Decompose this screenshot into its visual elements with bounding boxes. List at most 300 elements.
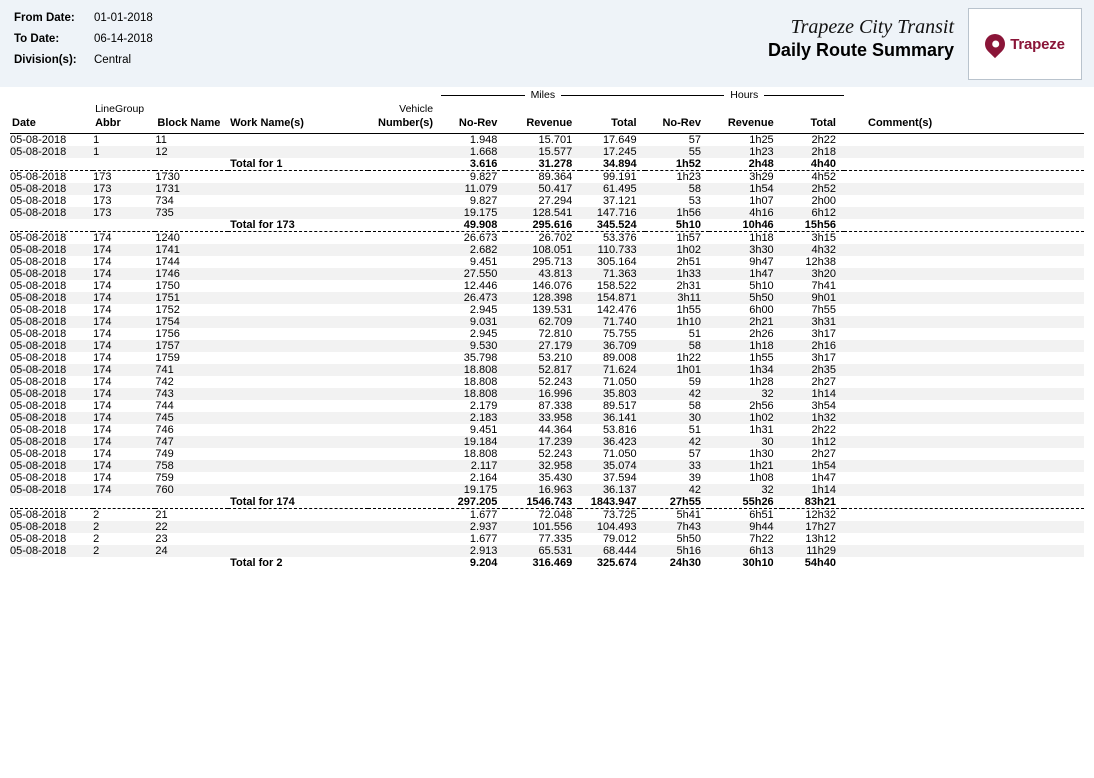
row-miles-no-rev: 2.164 bbox=[469, 471, 498, 484]
row-date: 05-08-2018 bbox=[10, 170, 67, 183]
row-hours-total: 2h35 bbox=[782, 364, 844, 376]
row-miles-total: 147.716 bbox=[580, 207, 644, 219]
row-miles-no-rev: 9.530 bbox=[441, 340, 505, 352]
row-block-name: 1731 bbox=[155, 183, 228, 195]
table-row[interactable] bbox=[10, 268, 1084, 280]
row-hours-total: 2h27 bbox=[811, 375, 836, 388]
row-linegroup-abbr: 174 bbox=[93, 423, 112, 436]
col-miles-total: Total bbox=[611, 117, 637, 129]
row-miles-no-rev: 2.937 bbox=[441, 521, 505, 533]
row-miles-no-rev: 19.175 bbox=[441, 207, 505, 219]
table-row[interactable] bbox=[10, 400, 1084, 412]
row-linegroup-abbr: 173 bbox=[93, 170, 112, 183]
row-date: 05-08-2018 bbox=[10, 279, 67, 292]
row-miles-total: 35.803 bbox=[580, 388, 644, 400]
row-miles-revenue: 26.702 bbox=[538, 231, 573, 244]
row-miles-total: 36.423 bbox=[580, 436, 644, 448]
table-row[interactable] bbox=[10, 256, 1084, 268]
row-date: 05-08-2018 bbox=[10, 364, 93, 376]
row-date: 05-08-2018 bbox=[10, 327, 67, 340]
row-miles-revenue: 108.051 bbox=[505, 244, 580, 256]
row-date: 05-08-2018 bbox=[10, 375, 67, 388]
row-hours-revenue: 1h02 bbox=[709, 412, 782, 424]
row-hours-revenue: 5h50 bbox=[709, 292, 782, 304]
row-miles-no-rev: 9.827 bbox=[469, 170, 498, 183]
row-block-name: 759 bbox=[155, 471, 174, 484]
row-hours-no-rev: 53 bbox=[688, 194, 701, 207]
row-hours-total: 3h20 bbox=[782, 268, 844, 280]
row-date: 05-08-2018 bbox=[10, 207, 93, 219]
row-miles-total: 110.733 bbox=[580, 244, 644, 256]
row-miles-no-rev: 9.827 bbox=[469, 194, 498, 207]
row-hours-no-rev: 2h31 bbox=[676, 279, 701, 292]
row-vehicle-numbers bbox=[368, 280, 441, 292]
group-total-label: Total for 2 bbox=[228, 557, 368, 569]
row-comments bbox=[844, 436, 1084, 448]
group-total-hours-revenue: 30h10 bbox=[709, 557, 782, 569]
group-total-spacer bbox=[10, 557, 228, 569]
row-miles-total: 71.050 bbox=[602, 375, 637, 388]
organization-name: Trapeze City Transit bbox=[790, 16, 954, 38]
row-vehicle-numbers bbox=[368, 376, 441, 388]
row-hours-revenue: 1h07 bbox=[749, 194, 774, 207]
row-hours-revenue: 5h10 bbox=[749, 279, 774, 292]
row-work-names bbox=[228, 244, 368, 256]
row-block-name: 734 bbox=[155, 194, 174, 207]
row-date: 05-08-2018 bbox=[10, 460, 93, 472]
row-work-names bbox=[228, 472, 368, 484]
row-miles-total: 99.191 bbox=[602, 170, 637, 183]
row-hours-total: 12h32 bbox=[805, 508, 836, 521]
table-row[interactable] bbox=[10, 340, 1084, 352]
row-block-name: 1746 bbox=[155, 268, 228, 280]
row-hours-revenue: 1h54 bbox=[709, 183, 782, 195]
row-date: 05-08-2018 bbox=[10, 183, 93, 195]
table-row[interactable] bbox=[10, 448, 1084, 460]
row-hours-total: 1h47 bbox=[811, 471, 836, 484]
row-linegroup-abbr: 174 bbox=[93, 292, 155, 304]
row-work-names bbox=[228, 207, 368, 219]
table-row[interactable] bbox=[10, 412, 1084, 424]
row-work-names bbox=[228, 292, 368, 304]
row-block-name: 735 bbox=[155, 207, 228, 219]
col-block-name: Block Name bbox=[157, 117, 221, 129]
row-miles-total: 305.164 bbox=[596, 255, 637, 268]
group-total-row bbox=[10, 496, 1084, 509]
division-value: Central bbox=[94, 54, 132, 66]
row-hours-total: 13h12 bbox=[805, 532, 836, 545]
row-date: 05-08-2018 bbox=[10, 351, 67, 364]
row-miles-total: 73.725 bbox=[602, 508, 637, 521]
row-hours-revenue: 6h00 bbox=[749, 303, 774, 316]
group-total-miles-no-rev: 49.908 bbox=[441, 219, 505, 232]
row-hours-no-rev: 58 bbox=[645, 183, 709, 195]
row-linegroup-abbr: 174 bbox=[93, 268, 155, 280]
row-vehicle-numbers bbox=[368, 292, 441, 304]
row-hours-revenue: 1h08 bbox=[749, 471, 774, 484]
group-total-miles-total: 325.674 bbox=[580, 557, 644, 569]
col-miles-revenue: Revenue bbox=[526, 117, 573, 129]
row-hours-no-rev: 30 bbox=[645, 412, 709, 424]
row-linegroup-abbr: 174 bbox=[93, 484, 155, 496]
row-vehicle-numbers bbox=[368, 244, 441, 256]
row-hours-no-rev: 51 bbox=[688, 327, 701, 340]
group-total-row bbox=[10, 158, 1084, 171]
row-hours-no-rev: 5h50 bbox=[676, 532, 701, 545]
row-date: 05-08-2018 bbox=[10, 292, 93, 304]
group-total-spacer bbox=[10, 158, 228, 171]
row-hours-revenue: 1h31 bbox=[749, 423, 774, 436]
row-comments bbox=[844, 195, 1084, 207]
table-row[interactable] bbox=[10, 316, 1084, 328]
row-vehicle-numbers bbox=[368, 304, 441, 316]
group-total-label: Total for 174 bbox=[228, 496, 368, 509]
row-miles-revenue: 35.430 bbox=[538, 471, 573, 484]
row-block-name: 1752 bbox=[155, 303, 180, 316]
row-work-names bbox=[228, 436, 368, 448]
table-row[interactable] bbox=[10, 304, 1084, 316]
row-date: 05-08-2018 bbox=[10, 521, 93, 533]
group-total-miles-no-rev: 3.616 bbox=[441, 158, 505, 171]
row-miles-revenue: 128.541 bbox=[505, 207, 580, 219]
hours-group-header bbox=[645, 88, 844, 102]
row-miles-revenue: 15.577 bbox=[505, 146, 580, 158]
group-total-comments bbox=[844, 496, 1084, 509]
group-total-miles-revenue: 31.278 bbox=[505, 158, 580, 171]
row-vehicle-numbers bbox=[368, 460, 441, 472]
row-vehicle-numbers bbox=[368, 171, 441, 183]
row-hours-no-rev: 1h23 bbox=[676, 170, 701, 183]
col-miles-no-rev: No-Rev bbox=[458, 117, 498, 129]
row-miles-no-rev: 9.451 bbox=[469, 423, 498, 436]
row-block-name: 743 bbox=[155, 388, 228, 400]
row-comments bbox=[844, 328, 1084, 340]
row-comments bbox=[844, 340, 1084, 352]
group-total-hours-revenue: 55h26 bbox=[709, 496, 782, 509]
row-miles-no-rev: 2.945 bbox=[469, 303, 498, 316]
row-comments bbox=[844, 280, 1084, 292]
row-miles-total: 142.476 bbox=[596, 303, 637, 316]
table-row[interactable] bbox=[10, 376, 1084, 388]
row-hours-revenue: 1h28 bbox=[749, 375, 774, 388]
row-date: 05-08-2018 bbox=[10, 268, 93, 280]
row-miles-revenue: 52.243 bbox=[538, 447, 573, 460]
row-vehicle-numbers bbox=[368, 388, 441, 400]
table-row[interactable] bbox=[10, 207, 1084, 219]
col-vehicle-numbers: Number(s) bbox=[378, 117, 434, 129]
row-work-names bbox=[228, 400, 368, 412]
row-miles-total: 158.522 bbox=[596, 279, 637, 292]
row-vehicle-numbers bbox=[368, 545, 441, 557]
row-hours-no-rev: 58 bbox=[688, 399, 701, 412]
row-linegroup-abbr: 174 bbox=[93, 327, 112, 340]
row-comments bbox=[844, 133, 1084, 146]
row-linegroup-abbr: 2 bbox=[93, 508, 100, 521]
row-date: 05-08-2018 bbox=[10, 316, 93, 328]
row-hours-total: 2h52 bbox=[782, 183, 844, 195]
row-miles-no-rev: 2.179 bbox=[469, 399, 498, 412]
row-vehicle-numbers bbox=[368, 340, 441, 352]
row-work-names bbox=[228, 412, 368, 424]
group-total-spacer bbox=[10, 496, 228, 509]
row-miles-total: 154.871 bbox=[580, 292, 644, 304]
row-miles-no-rev: 18.808 bbox=[441, 364, 505, 376]
row-miles-revenue: 65.531 bbox=[505, 545, 580, 557]
row-miles-revenue: 50.417 bbox=[505, 183, 580, 195]
row-miles-revenue: 16.963 bbox=[505, 484, 580, 496]
row-miles-no-rev: 18.808 bbox=[463, 375, 498, 388]
group-total-miles-total: 1843.947 bbox=[580, 496, 644, 509]
division-label: Division(s): bbox=[14, 54, 77, 66]
row-miles-total: 89.008 bbox=[602, 351, 637, 364]
row-vehicle-numbers bbox=[368, 146, 441, 158]
row-linegroup-abbr: 174 bbox=[93, 340, 155, 352]
row-vehicle-numbers bbox=[368, 533, 441, 545]
row-vehicle-numbers bbox=[368, 328, 441, 340]
row-miles-total: 71.050 bbox=[602, 447, 637, 460]
row-miles-total: 104.493 bbox=[580, 521, 644, 533]
row-comments bbox=[844, 484, 1084, 496]
row-hours-revenue: 1h21 bbox=[709, 460, 782, 472]
row-work-names bbox=[228, 533, 368, 545]
row-vehicle-numbers bbox=[368, 183, 441, 195]
row-miles-no-rev: 18.808 bbox=[463, 447, 498, 460]
row-work-names bbox=[228, 352, 368, 364]
row-hours-revenue: 9h47 bbox=[749, 255, 774, 268]
col-hours-no-rev: No-Rev bbox=[662, 117, 701, 129]
col-abbr: Abbr bbox=[95, 117, 121, 129]
row-miles-revenue: 27.294 bbox=[538, 194, 573, 207]
row-miles-total: 53.816 bbox=[602, 423, 637, 436]
row-comments bbox=[844, 412, 1084, 424]
row-comments bbox=[844, 424, 1084, 436]
row-hours-total: 2h22 bbox=[811, 423, 836, 436]
row-block-name: 21 bbox=[155, 508, 168, 521]
row-hours-no-rev: 5h16 bbox=[645, 545, 709, 557]
table-row[interactable] bbox=[10, 436, 1084, 448]
report-body bbox=[0, 88, 1094, 569]
row-comments bbox=[844, 460, 1084, 472]
row-hours-total: 7h41 bbox=[811, 279, 836, 292]
group-total-vehicle bbox=[368, 219, 441, 232]
table-row[interactable] bbox=[10, 146, 1084, 158]
row-hours-total: 11h29 bbox=[782, 545, 844, 557]
row-linegroup-abbr: 1 bbox=[93, 146, 155, 158]
row-hours-no-rev: 42 bbox=[645, 436, 709, 448]
brand-logo bbox=[968, 8, 1082, 80]
row-miles-revenue: 77.335 bbox=[538, 532, 573, 545]
table-row[interactable] bbox=[10, 472, 1084, 484]
row-hours-revenue: 9h44 bbox=[709, 521, 782, 533]
row-hours-revenue: 3h30 bbox=[709, 244, 782, 256]
table-row[interactable] bbox=[10, 533, 1084, 545]
row-work-names bbox=[228, 256, 368, 268]
row-comments bbox=[844, 183, 1084, 195]
row-date: 05-08-2018 bbox=[10, 146, 93, 158]
row-block-name: 1756 bbox=[155, 327, 180, 340]
group-total-hours-total: 54h40 bbox=[782, 557, 844, 569]
row-hours-revenue: 1h23 bbox=[709, 146, 782, 158]
table-row[interactable] bbox=[10, 545, 1084, 557]
row-work-names bbox=[228, 448, 368, 460]
row-block-name: 1730 bbox=[155, 170, 180, 183]
group-total-spacer bbox=[10, 219, 228, 232]
table-row[interactable] bbox=[10, 195, 1084, 207]
row-hours-revenue: 2h26 bbox=[749, 327, 774, 340]
row-date: 05-08-2018 bbox=[10, 244, 93, 256]
row-linegroup-abbr: 174 bbox=[93, 388, 155, 400]
row-work-names bbox=[228, 183, 368, 195]
row-miles-no-rev: 12.446 bbox=[463, 279, 498, 292]
group-total-miles-total: 345.524 bbox=[580, 219, 644, 232]
table-row[interactable] bbox=[10, 460, 1084, 472]
row-hours-no-rev: 57 bbox=[688, 133, 701, 146]
row-date: 05-08-2018 bbox=[10, 447, 67, 460]
row-linegroup-abbr: 174 bbox=[93, 255, 112, 268]
table-row[interactable] bbox=[10, 183, 1084, 195]
row-miles-revenue: 72.810 bbox=[538, 327, 573, 340]
row-linegroup-abbr: 2 bbox=[93, 545, 155, 557]
row-hours-no-rev: 57 bbox=[688, 447, 701, 460]
row-miles-total: 89.517 bbox=[602, 399, 637, 412]
row-hours-revenue: 4h16 bbox=[709, 207, 782, 219]
row-miles-revenue: 16.996 bbox=[505, 388, 580, 400]
row-vehicle-numbers bbox=[368, 424, 441, 436]
row-miles-no-rev: 2.682 bbox=[441, 244, 505, 256]
row-miles-no-rev: 1.948 bbox=[469, 133, 498, 146]
row-hours-revenue: 1h34 bbox=[709, 364, 782, 376]
row-vehicle-numbers bbox=[368, 133, 441, 146]
row-block-name: 746 bbox=[155, 423, 174, 436]
row-linegroup-abbr: 174 bbox=[93, 399, 112, 412]
table-row[interactable] bbox=[10, 364, 1084, 376]
row-date: 05-08-2018 bbox=[10, 508, 67, 521]
table-row[interactable] bbox=[10, 280, 1084, 292]
row-miles-revenue: 72.048 bbox=[538, 508, 573, 521]
row-miles-total: 17.245 bbox=[580, 146, 644, 158]
table-row[interactable] bbox=[10, 484, 1084, 496]
row-miles-no-rev: 9.451 bbox=[469, 255, 498, 268]
row-vehicle-numbers bbox=[368, 400, 441, 412]
row-work-names bbox=[228, 484, 368, 496]
row-work-names bbox=[228, 376, 368, 388]
row-miles-total: 71.363 bbox=[580, 268, 644, 280]
row-hours-total: 4h52 bbox=[811, 170, 836, 183]
row-comments bbox=[844, 244, 1084, 256]
row-comments bbox=[844, 352, 1084, 364]
table-row[interactable] bbox=[10, 388, 1084, 400]
row-hours-total: 17h27 bbox=[782, 521, 844, 533]
row-linegroup-abbr: 2 bbox=[93, 532, 100, 545]
table-row[interactable] bbox=[10, 328, 1084, 340]
row-comments bbox=[844, 521, 1084, 533]
row-vehicle-numbers bbox=[368, 207, 441, 219]
row-comments bbox=[844, 207, 1084, 219]
row-comments bbox=[844, 292, 1084, 304]
row-miles-revenue: 15.701 bbox=[538, 133, 573, 146]
row-comments bbox=[844, 268, 1084, 280]
group-total-hours-no-rev: 27h55 bbox=[645, 496, 709, 509]
row-hours-total: 2h22 bbox=[811, 133, 836, 146]
row-hours-revenue: 1h25 bbox=[749, 133, 774, 146]
row-hours-revenue: 2h21 bbox=[709, 316, 782, 328]
row-miles-revenue: 101.556 bbox=[505, 521, 580, 533]
row-hours-revenue: 1h47 bbox=[709, 268, 782, 280]
row-hours-total: 1h14 bbox=[782, 388, 844, 400]
row-hours-total: 1h54 bbox=[782, 460, 844, 472]
row-comments bbox=[844, 256, 1084, 268]
row-hours-no-rev: 58 bbox=[645, 340, 709, 352]
row-hours-no-rev: 51 bbox=[688, 423, 701, 436]
row-hours-total: 1h12 bbox=[782, 436, 844, 448]
row-work-names bbox=[228, 232, 368, 244]
row-hours-no-rev: 59 bbox=[688, 375, 701, 388]
group-total-row bbox=[10, 557, 1084, 569]
table-row[interactable] bbox=[10, 509, 1084, 521]
row-block-name: 23 bbox=[155, 532, 168, 545]
row-hours-revenue: 7h22 bbox=[749, 532, 774, 545]
row-hours-revenue: 6h51 bbox=[749, 508, 774, 521]
table-row[interactable] bbox=[10, 244, 1084, 256]
table-row[interactable] bbox=[10, 232, 1084, 244]
row-miles-no-rev: 26.473 bbox=[441, 292, 505, 304]
table-row[interactable] bbox=[10, 352, 1084, 364]
row-hours-revenue: 3h29 bbox=[749, 170, 774, 183]
row-work-names bbox=[228, 304, 368, 316]
row-date: 05-08-2018 bbox=[10, 255, 67, 268]
row-vehicle-numbers bbox=[368, 412, 441, 424]
row-miles-no-rev: 27.550 bbox=[441, 268, 505, 280]
row-comments bbox=[844, 545, 1084, 557]
row-date: 05-08-2018 bbox=[10, 388, 93, 400]
table-row[interactable] bbox=[10, 133, 1084, 146]
row-hours-revenue: 32 bbox=[709, 484, 782, 496]
group-total-hours-total: 4h40 bbox=[782, 158, 844, 171]
row-block-name: 1751 bbox=[155, 292, 228, 304]
group-total-miles-revenue: 316.469 bbox=[505, 557, 580, 569]
row-hours-revenue: 6h13 bbox=[709, 545, 782, 557]
row-miles-revenue: 44.364 bbox=[538, 423, 573, 436]
group-total-comments bbox=[844, 219, 1084, 232]
row-work-names bbox=[228, 195, 368, 207]
group-total-miles-no-rev: 9.204 bbox=[441, 557, 505, 569]
table-row[interactable] bbox=[10, 521, 1084, 533]
report-header bbox=[0, 0, 1094, 88]
table-row[interactable] bbox=[10, 424, 1084, 436]
row-work-names bbox=[228, 364, 368, 376]
row-miles-total: 35.074 bbox=[580, 460, 644, 472]
row-linegroup-abbr: 2 bbox=[93, 521, 155, 533]
row-hours-revenue: 30 bbox=[709, 436, 782, 448]
row-date: 05-08-2018 bbox=[10, 471, 67, 484]
row-work-names bbox=[228, 171, 368, 183]
group-total-miles-revenue: 1546.743 bbox=[505, 496, 580, 509]
row-miles-total: 79.012 bbox=[602, 532, 637, 545]
row-linegroup-abbr: 174 bbox=[93, 436, 155, 448]
table-row[interactable] bbox=[10, 292, 1084, 304]
row-miles-revenue: 146.076 bbox=[532, 279, 573, 292]
row-linegroup-abbr: 174 bbox=[93, 447, 112, 460]
row-work-names bbox=[228, 424, 368, 436]
group-total-comments bbox=[844, 158, 1084, 171]
group-total-vehicle bbox=[368, 496, 441, 509]
group-total-hours-no-rev: 1h52 bbox=[645, 158, 709, 171]
table-row[interactable] bbox=[10, 171, 1084, 183]
row-hours-revenue: 1h30 bbox=[749, 447, 774, 460]
row-hours-no-rev: 1h56 bbox=[645, 207, 709, 219]
row-comments bbox=[844, 388, 1084, 400]
row-comments bbox=[844, 509, 1084, 521]
